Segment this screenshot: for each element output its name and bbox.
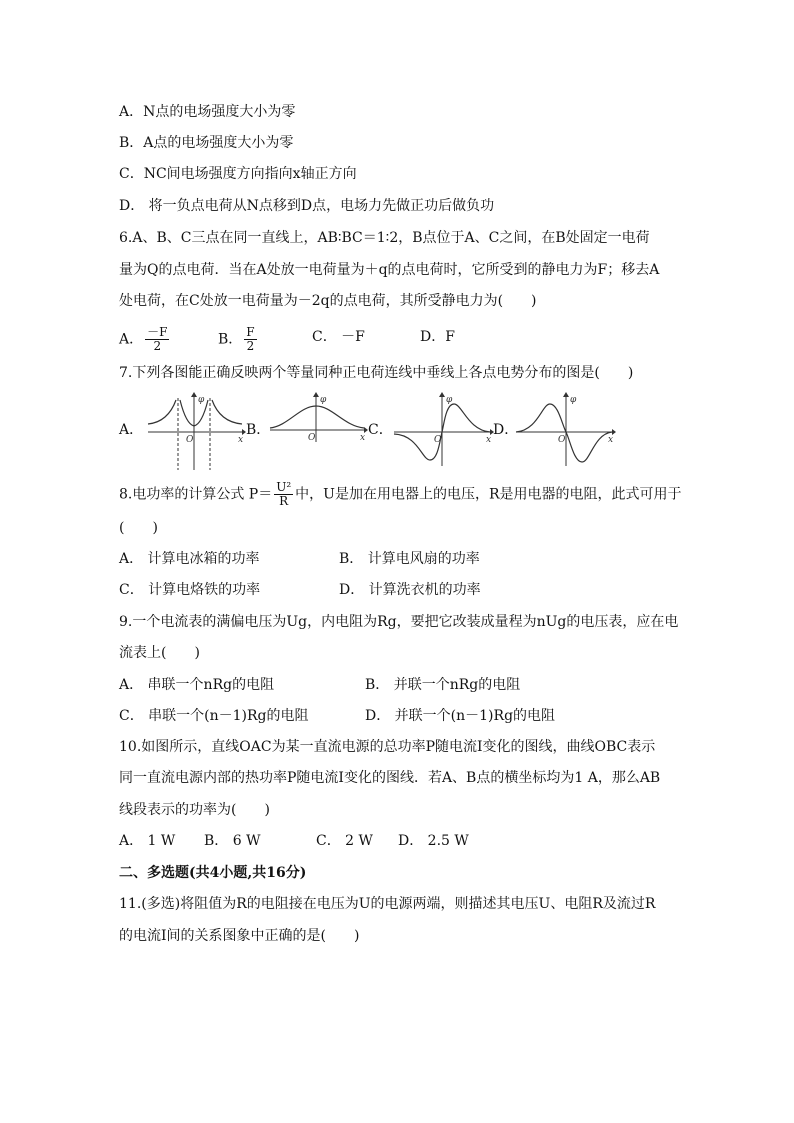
q7-graph-b-origin: O xyxy=(308,433,316,443)
q7-label-d: D． xyxy=(493,422,519,438)
q8-option-a: A． 计算电冰箱的功率 xyxy=(119,551,260,567)
q6-option-a xyxy=(119,326,171,353)
q9-stem-line1: 9.一个电流表的满偏电压为Ug，内电阻为Rg，要把它改装成量程为nUg的电压表，应在电 xyxy=(119,614,679,630)
q10-option-b: B． 6 W xyxy=(204,833,261,849)
q7-label-b: B． xyxy=(246,422,271,438)
q9-option-c: C． 串联一个(n－1)Rg的电阻 xyxy=(119,708,309,724)
q6-option-a-fraction xyxy=(145,326,169,353)
q6-stem-line2: 量为Q的点电荷．当在A处放一电荷量为＋q的点电荷时，它所受到的静电力为F；移去A xyxy=(119,262,660,278)
q7-graph-a-phi: φ xyxy=(198,395,205,405)
q5-option-b: B．A点的电场强度大小为零 xyxy=(119,135,294,151)
q6-option-d: D．F xyxy=(420,329,455,345)
q7-graph-a-x: x xyxy=(238,435,244,445)
q8-formula-numerator: U² xyxy=(276,480,292,494)
q8-stem-post: 中，U是加在用电器上的电压，R是用电器的电阻，此式可用于 xyxy=(295,486,682,503)
q7-stem: 7.下列各图能正确反映两个等量同种正电荷连线中垂线上各点电势分布的图是( ) xyxy=(119,365,634,381)
q7-graph-b-phi: φ xyxy=(320,395,327,405)
q8-option-c: C． 计算电烙铁的功率 xyxy=(119,582,261,598)
q9-option-d: D． 并联一个(n－1)Rg的电阻 xyxy=(365,708,556,724)
q9-option-a: A． 串联一个nRg的电阻 xyxy=(119,677,275,693)
q10-stem-line3: 线段表示的功率为( ) xyxy=(119,802,270,818)
q7-graph-a xyxy=(146,392,246,472)
q6-option-b xyxy=(218,326,259,353)
q7-label-c: C． xyxy=(368,422,393,438)
q8-stem xyxy=(119,481,682,508)
q6-option-a-label: A． xyxy=(119,331,144,348)
section-title-multiple-choice: 二、多选题(共4小题,共16分) xyxy=(119,865,307,881)
q9-stem-line2: 流表上( ) xyxy=(119,645,200,661)
q10-option-a: A． 1 W xyxy=(119,833,176,849)
q8-paren: ( ) xyxy=(119,520,158,536)
q7-graph-d-x: x xyxy=(608,435,614,445)
q6-option-c: C． －F xyxy=(312,329,365,345)
q5-option-c: C．NC间电场强度方向指向x轴正方向 xyxy=(119,166,357,182)
q8-stem-pre: 8.电功率的计算公式 P＝ xyxy=(119,486,273,503)
q7-graph-c-origin: O xyxy=(434,435,442,445)
q9-option-b: B． 并联一个nRg的电阻 xyxy=(365,677,521,693)
q6-stem-line1: 6.A、B、C三点在同一直线上，AB∶BC＝1∶2，B点位于A、C之间，在B处固定一电荷 xyxy=(119,230,650,246)
q10-option-c: C． 2 W xyxy=(316,833,373,849)
q10-option-d: D． 2.5 W xyxy=(398,833,469,849)
q7-graph-c-phi: φ xyxy=(446,395,453,405)
q7-graph-d xyxy=(514,392,618,468)
q7-graph-a-origin: O xyxy=(186,435,194,445)
q6-option-b-label: B． xyxy=(218,331,243,348)
q6-stem-line3: 处电荷，在C处放一电荷量为－2q的点电荷，其所受静电力为( ) xyxy=(119,293,537,309)
q8-formula-fraction xyxy=(274,481,293,508)
q7-graph-b-x: x xyxy=(360,433,366,443)
q6-option-a-denominator: 2 xyxy=(153,339,162,353)
q5-option-d: D． 将一负点电荷从N点移到D点，电场力先做正功后做负功 xyxy=(119,198,495,214)
q6-option-a-numerator: －F xyxy=(147,325,168,339)
q6-option-b-fraction xyxy=(244,326,256,353)
q11-stem-line1: 11.(多选)将阻值为R的电阻接在电压为U的电源两端，则描述其电压U、电阻R及流过R xyxy=(119,896,656,912)
q8-option-b: B． 计算电风扇的功率 xyxy=(339,551,480,567)
q7-graph-b xyxy=(268,392,368,444)
q6-option-b-numerator: F xyxy=(246,325,255,339)
q7-label-a: A． xyxy=(119,422,144,438)
q8-formula-denominator: R xyxy=(279,494,289,508)
q8-option-d: D． 计算洗衣机的功率 xyxy=(339,582,481,598)
q10-stem-line1: 10.如图所示，直线OAC为某一直流电源的总功率P随电流I变化的图线，曲线OBC表示 xyxy=(119,739,656,755)
q10-stem-line2: 同一直流电源内部的热功率P随电流I变化的图线．若A、B点的横坐标均为1 A，那么AB xyxy=(119,770,661,786)
q7-graph-c-x: x xyxy=(486,435,492,445)
q7-graph-d-phi: φ xyxy=(570,395,577,405)
q7-graph-d-origin: O xyxy=(558,435,566,445)
q11-stem-line2: 的电流I间的关系图象中正确的是( ) xyxy=(119,928,360,944)
q5-option-a: A．N点的电场强度大小为零 xyxy=(119,104,296,120)
q7-graph-c xyxy=(392,392,496,468)
q6-option-b-denominator: 2 xyxy=(246,339,255,353)
